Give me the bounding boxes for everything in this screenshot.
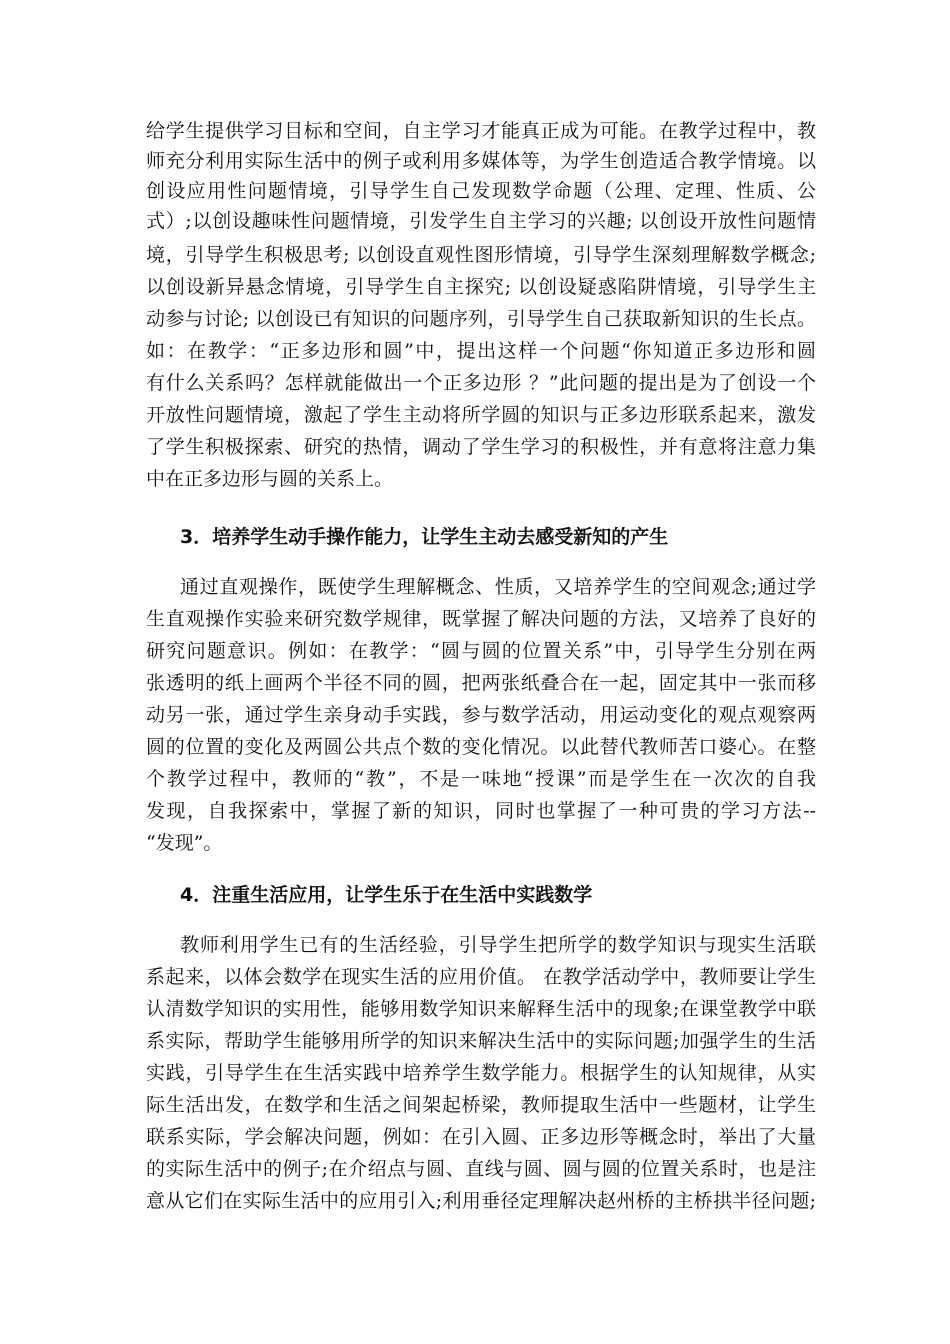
paragraph-3-line: 意从它们在实际生活中的应用引入;利用垂径定理解决赵州桥的主桥拱半径问题; — [146, 1190, 816, 1212]
paragraph-1-line: 师充分利用实际生活中的例子或利用多媒体等，为学生创造适合教学情境。以 — [146, 150, 816, 172]
paragraph-2-line: 发现，自我探索中，掌握了新的知识，同时也掌握了一种可贵的学习方法-- — [146, 800, 816, 822]
paragraph-1-line: 以创设新异悬念情境，引导学生自主探究; 以创设疑惑陷阱情境，引导学生主 — [146, 276, 816, 298]
paragraph-1-line: 开放性问题情境，激起了学生主动将所学圆的知识与正多边形联系起来，激发 — [146, 404, 816, 426]
paragraph-3-line: 联系实际，学会解决问题，例如：在引入圆、正多边形等概念时，举出了大量 — [146, 1126, 816, 1148]
paragraph-2-line: 研究问题意识。例如：在教学：“圆与圆的位置关系”中，引导学生分别在两 — [146, 640, 816, 662]
paragraph-1-line: 有什么关系吗？怎样就能做出一个正多边形 ？”此问题的提出是为了创设一个 — [146, 372, 816, 394]
paragraph-2-line: 生直观操作实验来研究数学规律，既掌握了解决问题的方法，又培养了良好的 — [146, 608, 816, 630]
paragraph-1-line: 式）;以创设趣味性问题情境，引发学生自主学习的兴趣; 以创设开放性问题情 — [146, 210, 816, 232]
paragraph-1-line: 了学生积极探索、研究的热情，调动了学生学习的积极性，并有意将注意力集 — [146, 436, 816, 458]
section-heading-3: 3．培养学生动手操作能力，让学生主动去感受新知的产生 — [180, 526, 669, 548]
paragraph-1-line: 创设应用性问题情境，引导学生自己发现数学命题（公理、定理、性质、公 — [146, 180, 816, 202]
paragraph-3-line: 的实际生活中的例子;在介绍点与圆、直线与圆、圆与圆的位置关系时，也是注 — [146, 1158, 816, 1180]
paragraph-3-line: 教师利用学生已有的生活经验，引导学生把所学的数学知识与现实生活联 — [180, 934, 816, 956]
paragraph-2-line: 张透明的纸上画两个半径不同的圆，把两张纸叠合在一起，固定其中一张而移 — [146, 672, 816, 694]
paragraph-3-line: 系实际，帮助学生能够用所学的知识来解决生活中的实际问题;加强学生的生活 — [146, 1030, 816, 1052]
paragraph-1-line: 境，引导学生积极思考; 以创设直观性图形情境，引导学生深刻理解数学概念; — [146, 244, 816, 266]
paragraph-2-line: 个教学过程中，教师的“教”，不是一味地“授课”而是学生在一次次的自我 — [146, 768, 816, 790]
paragraph-3-line: 实践，引导学生在生活实践中培养学生数学能力。根据学生的认知规律，从实 — [146, 1062, 816, 1084]
paragraph-3-line: 系起来，以体会数学在现实生活的应用价值。 在教学活动学中，教师要让学生 — [146, 966, 816, 988]
paragraph-1-line: 如：在教学：“正多边形和圆”中，提出这样一个问题“你知道正多边形和圆 — [146, 340, 816, 362]
paragraph-1-line: 动参与讨论; 以创设已有知识的问题序列，引导学生自己获取新知识的生长点。 — [146, 308, 816, 330]
section-heading-4: 4．注重生活应用，让学生乐于在生活中实践数学 — [180, 884, 593, 906]
paragraph-2-line: “发现”。 — [146, 832, 223, 854]
paragraph-1-line: 中在正多边形与圆的关系上。 — [146, 468, 394, 490]
paragraph-3-line: 际生活出发，在数学和生活之间架起桥梁，教师提取生活中一些题材，让学生 — [146, 1094, 816, 1116]
paragraph-3-line: 认清数学知识的实用性，能够用数学知识来解释生活中的现象;在课堂教学中联 — [146, 998, 816, 1020]
paragraph-2-line: 圆的位置的变化及两圆公共点个数的变化情况。以此替代教师苦口婆心。在整 — [146, 736, 816, 758]
paragraph-2-line: 动另一张，通过学生亲身动手实践，参与数学活动，用运动变化的观点观察两 — [146, 704, 816, 726]
paragraph-1-line: 给学生提供学习目标和空间，自主学习才能真正成为可能。在教学过程中，教 — [146, 120, 816, 142]
paragraph-2-line: 通过直观操作，既使学生理解概念、性质，又培养学生的空间观念;通过学 — [180, 576, 816, 598]
